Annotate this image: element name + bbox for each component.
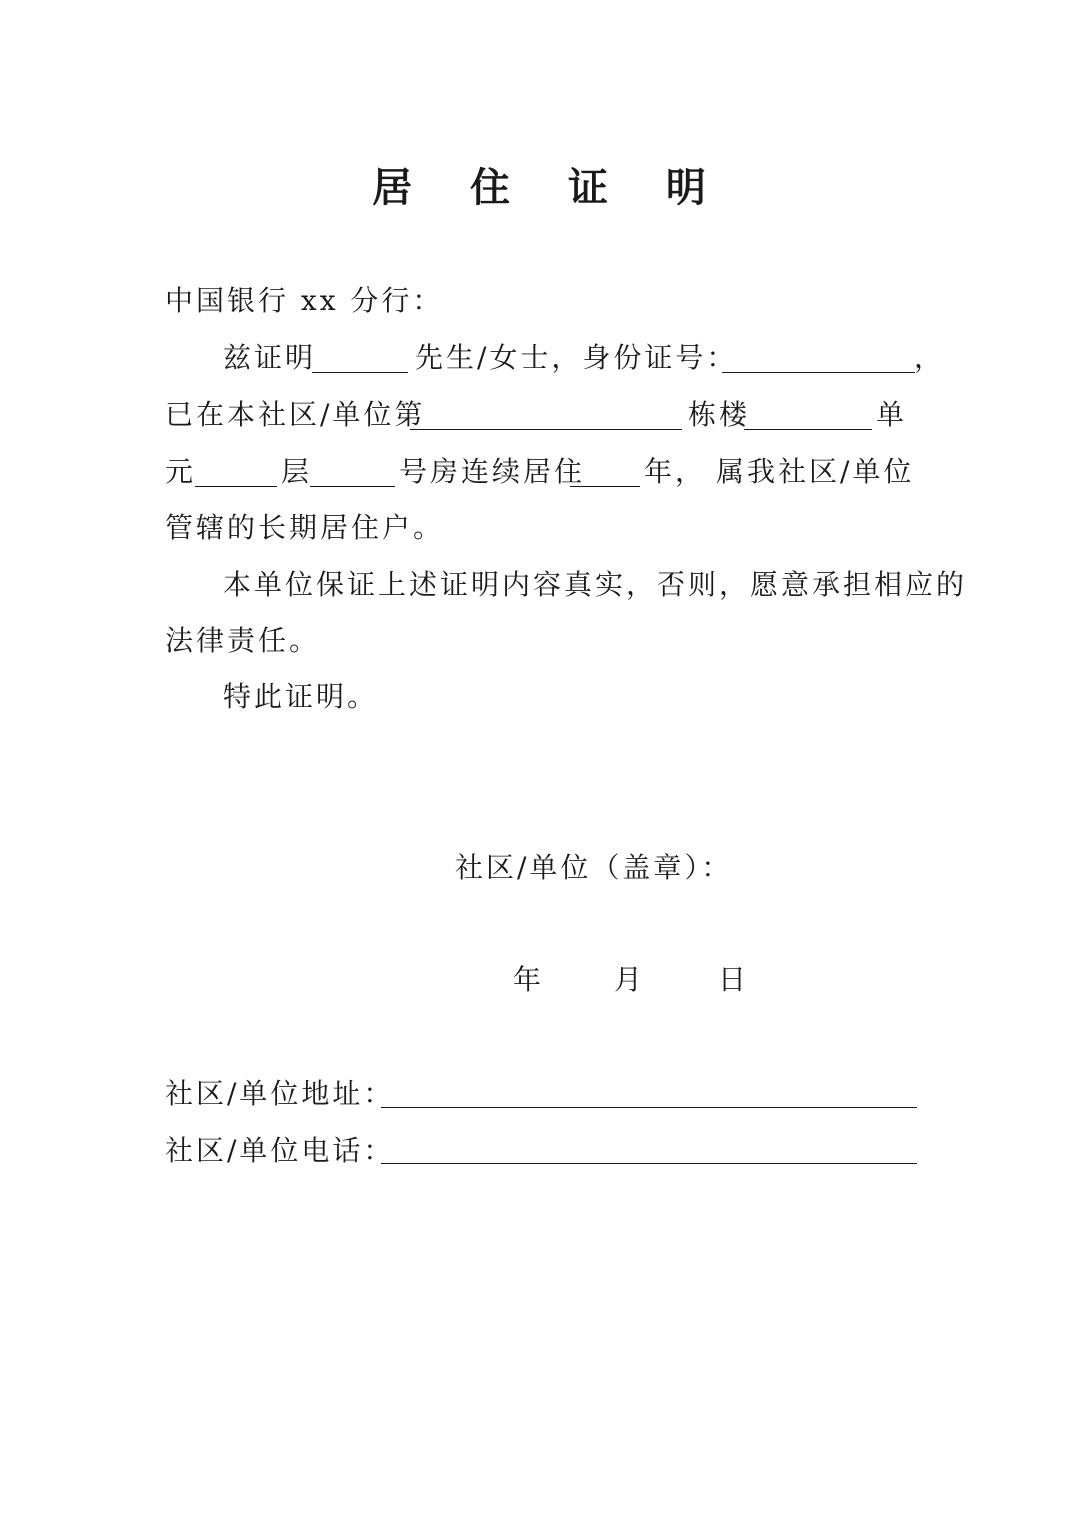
jurisdiction-text: 属我社区/单位	[716, 455, 915, 488]
floor-blank[interactable]	[195, 486, 277, 487]
closing-text: 特此证明。	[223, 680, 379, 713]
date-month: 月	[614, 963, 646, 996]
guarantee-text: 本单位保证上述证明内容真实，否则，愿意承担相应的	[223, 568, 968, 601]
certify-text: 兹证明	[223, 341, 317, 374]
date-year: 年	[513, 963, 545, 996]
unit-blank[interactable]	[744, 429, 872, 430]
title-char-2: 住	[470, 165, 513, 211]
room-text: 号房连续居住	[399, 455, 586, 488]
unit-text-b: 元	[165, 455, 197, 488]
address-label: 社区/单位地址：	[165, 1077, 395, 1110]
title-char-3: 证	[567, 165, 610, 211]
building-text: 栋楼	[688, 398, 751, 431]
salutation: 中国银行 xx 分行：	[165, 284, 444, 317]
legal-text: 法律责任。	[165, 624, 321, 657]
title-char-4: 明	[665, 165, 708, 211]
phone-blank[interactable]	[381, 1163, 917, 1164]
title-char-1: 居	[372, 165, 415, 211]
id-number-blank[interactable]	[722, 372, 915, 373]
years-text: 年，	[644, 455, 707, 488]
floor-text: 层	[281, 455, 313, 488]
stamp-label: 社区/单位（盖章）：	[455, 851, 733, 884]
room-blank[interactable]	[310, 486, 395, 487]
gender-id-text: 先生/女士，身份证号：	[415, 341, 738, 374]
document-title	[0, 162, 1080, 214]
resident-text: 管辖的长期居住户。	[165, 511, 445, 544]
years-blank[interactable]	[570, 486, 640, 487]
date-day: 日	[718, 963, 750, 996]
unit-text-a: 单	[876, 398, 908, 431]
resided-text: 已在本社区/单位第	[165, 398, 426, 431]
name-blank[interactable]	[312, 372, 408, 373]
building-blank[interactable]	[410, 429, 682, 430]
phone-label: 社区/单位电话：	[165, 1134, 395, 1167]
address-blank[interactable]	[381, 1107, 917, 1108]
comma-text: ，	[914, 341, 946, 374]
